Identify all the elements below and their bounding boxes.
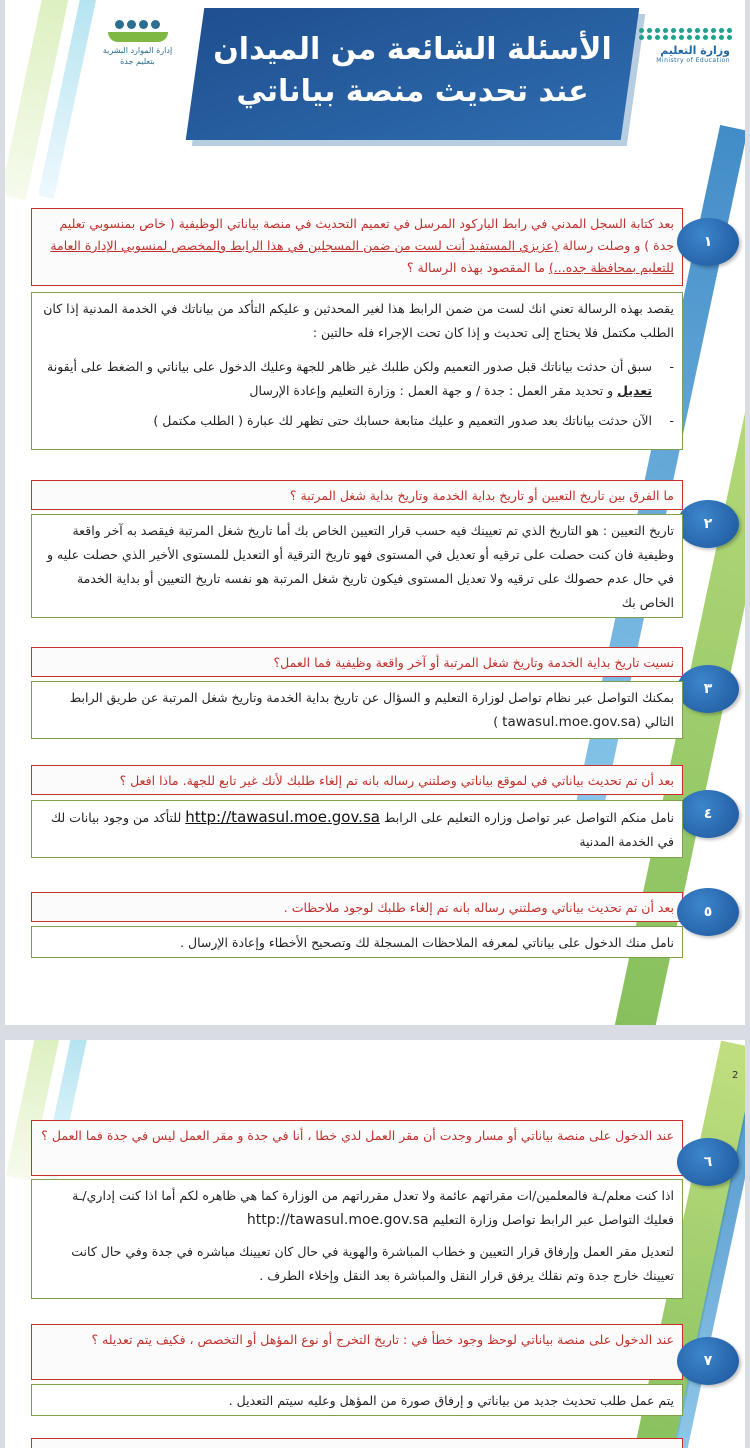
faq-2-question: ما الفرق بين تاريخ التعيين أو تاريخ بداية الخدمة وتاريخ بداية شغل المرتبة ؟ (31, 480, 683, 510)
moe-logo (635, 28, 730, 88)
faq-3-answer: بمكنك التواصل عبر نظام تواصل لوزارة التعليم و السؤال عن تاريخ بداية الخدمة وتاريخ شغل المرتبة عن طريق الرابط التالي (tawasul.moe.gov.sa ) (31, 681, 683, 739)
page-title-line1: الأسئلة الشائعة من الميدان (213, 32, 612, 67)
faq-1-question: بعد كتابة السجل المدني في رابط الباركود المرسل في تعميم التحديث في منصة بياناتي الوظيفية ( خاص بمنسوبي تعليم جدة ) و وصلت رسالة (عزيزي المستفيد أنت لست من ضمن المسجلين في هذا الرابط والمخصص لمنسوبي الإدارة العامة للتعليم بمحافظة جده...) ما المقصود بهذه الرسالة ؟ (31, 208, 683, 286)
faq-6-number-badge: ٦ (677, 1138, 739, 1186)
tawasul-full-link-2[interactable]: http://tawasul.moe.gov.sa (246, 1212, 429, 1228)
faq-7-question: عند الدخول على منصة بياناتي لوحظ وجود خطأ في : تاريخ التخرج أو نوع المؤهل أو التخصص ، فكيف يتم تعديله ؟ (31, 1324, 683, 1380)
moe-logo-dots-icon (639, 28, 730, 40)
page-title-line2: عند تحديث منصة بياناتي (236, 74, 589, 109)
faq-4-answer: نامل منكم التواصل عبر تواصل وزاره التعليم على الرابط http://tawasul.moe.gov.sa للتأكد من وجود بيانات لك في الخدمة المدنية (31, 800, 683, 858)
faq-6-question: عند الدخول على منصة بياناتي أو مسار وجدت أن مقر العمل لدي خطا ، أنا في جدة و مقر العمل ليس في جدة فما العمل ؟ (31, 1120, 683, 1176)
faq-4-number-badge: ٤ (677, 790, 739, 838)
faq-5-number-badge: ٥ (677, 888, 739, 936)
faq-7-number-badge: ٧ (677, 1337, 739, 1385)
hr-logo-line2: بتعليم جدة (120, 57, 155, 66)
page-number: 2 (732, 1070, 739, 1081)
faq-5-answer: نامل منك الدخول على بياناتي لمعرفه الملاحظات المسجلة لك وتصحيح الأخطاء وإعادة الإرسال . (31, 926, 683, 958)
faq-4-question: بعد أن تم تحديث بياناتي في لموقع بياناتي وصلتني رساله بانه تم إلغاء طلبك لأنك غير تابع للجهة. ماذا افعل ؟ (31, 765, 683, 795)
tawasul-full-link[interactable]: http://tawasul.moe.gov.sa (185, 808, 380, 826)
faq-1-bullet-1: - سبق أن حدثت بياناتك قبل صدور التعميم ولكن طلبك غير ظاهر للجهة وعليك الدخول على بياناتي و الضغط على أيقونة تعديل و تحديد مقر العمل : جدة / و جهة العمل : وزارة التعليم وإعادة الإرسال (47, 359, 674, 398)
hr-logo-line1: إدارة الموارد البشرية (102, 46, 173, 55)
faq-1-answer: يقصد بهذه الرسالة تعني انك لست من ضمن الرابط هذا لغير المحدثين و عليكم التأكد من بياناتك في الخدمة المدنية إذا كان الطلب مكتمل فلا يحتاج إلى تحديث و إذا كان تحت الإجراء فله حالتين : - سبق أن حدثت بياناتك قبل صدور التعميم ولكن طلبك غير ظاهر للجهة وعليك الدخول على بياناتي و الضغط على أيقونة تعديل و تحديد مقر العمل : جدة / و جهة العمل : وزارة التعليم وإعادة الإرسال - الآن حدثت بياناتك بعد صدور التعميم و عليك متابعة حسابك حتى تظهر لك عبارة ( الطلب مكتمل ) (31, 292, 683, 450)
faq-2-answer: تاريخ التعيين : هو التاريخ الذي تم تعيينك فيه حسب قرار التعيين الخاص بك أما تاريخ شغل المرتبة فيقصد به آخر واقعة وظيفية فان كنت حصلت على ترقيه أو تعديل في المستوى فهو تاريخ الترقية أو التعديل للمستوى الأخير الذي حصلت عليه و في حال عدم حصولك على ترقيه ولا تعديل المستوى فيكون تاريخ شغل المرتبة هو نفسه تاريخ التعيين أو بداية الخدمة الخاص بك (31, 514, 683, 618)
page-1 (5, 0, 745, 1025)
faq-1-number-badge: ١ (677, 218, 739, 266)
moe-logo-arabic: وزارة التعليم (660, 44, 730, 57)
faq-3-question: نسيت تاريخ بداية الخدمة وتاريخ شغل المرتبة أو آخر واقعة وظيفية فما العمل؟ (31, 647, 683, 677)
faq-5-question: بعد أن تم تحديث بياناتي وصلتني رساله بانه تم إلغاء طلبك لوجود ملاحظات . (31, 892, 683, 922)
faq-2-number-badge: ٢ (677, 500, 739, 548)
faq-3-number-badge: ٣ (677, 665, 739, 713)
hr-logo (100, 18, 175, 98)
moe-logo-english: Ministry of Education (656, 57, 730, 64)
tawasul-link[interactable]: tawasul.moe.gov.sa (502, 714, 637, 730)
faq-6-answer: اذا كنت معلم/ـة فالمعلمين/ات مقراتهم عائمة ولا تعدل مقرراتهم من الوزارة كما هي ظاهره لكم أما اذا كنت إداري/ـة فعليك التواصل عبر الرابط تواصل وزارة التعليم http://tawasul.moe.gov.sa لتعديل مقر العمل وإرفاق قرار التعيين و خطاب المباشرة والهوية في حال كان تعيينك مباشره في جدة وفي حال كانت تعيينك خارج جدة وتم نقلك يرفق قرار النقل والمباشرة بعد النقل وإخلاء الطرف . (31, 1179, 683, 1299)
people-icon (100, 20, 175, 29)
faq-8-question-partial (31, 1438, 683, 1448)
faq-7-answer: يتم عمل طلب تحديث جديد من بياناتي و إرفاق صورة من المؤهل وعليه سيتم التعديل . (31, 1384, 683, 1416)
page-2 (5, 1040, 745, 1448)
hands-icon (108, 32, 168, 42)
faq-1-bullet-2: - الآن حدثت بياناتك بعد صدور التعميم و عليك متابعة حسابك حتى تظهر لك عبارة ( الطلب مكتمل ) (153, 413, 674, 428)
